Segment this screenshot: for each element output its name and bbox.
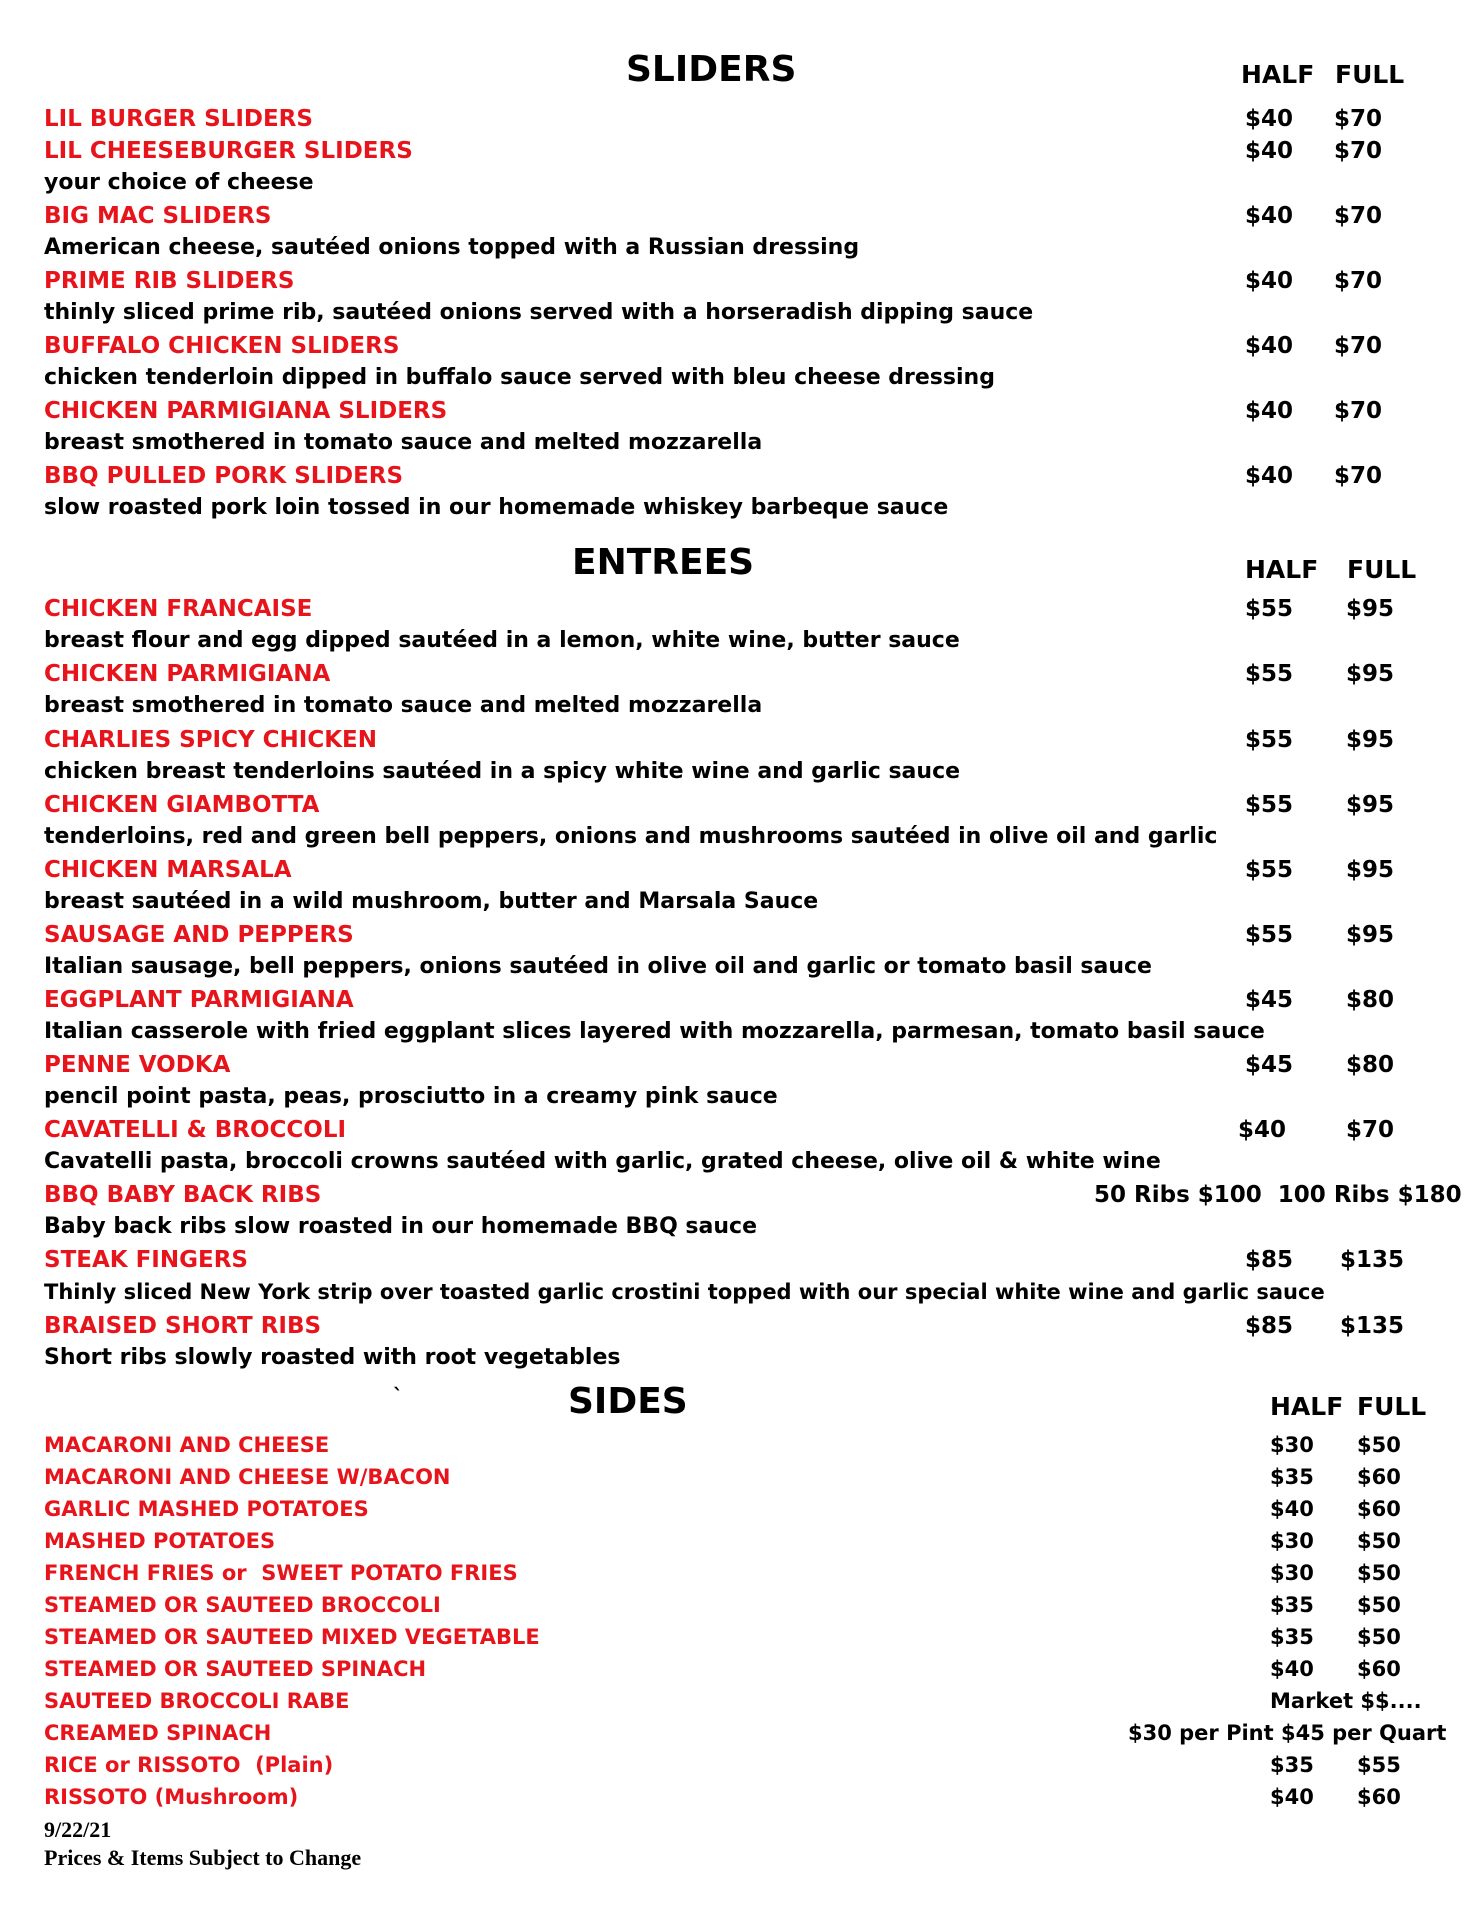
pint-quart-price-text: $30 per Pint $45 per Quart [1128,1721,1447,1745]
menu-item [44,1310,1444,1342]
sliders-title: SLIDERS [626,49,797,90]
half-price: $40 [1245,203,1294,229]
full-price: $60 [1357,1497,1401,1521]
full-price: $60 [1357,1785,1401,1809]
item-name: STEAMED OR SAUTEED SPINACH [44,1657,427,1681]
item-name: MACARONI AND CHEESE [44,1433,330,1457]
item-name: CHICKEN PARMIGIANA SLIDERS [44,398,448,424]
sides-full-header: FULL [1357,1392,1427,1421]
full-price: $50 [1357,1529,1401,1553]
full-price: $60 [1357,1657,1401,1681]
menu-item [44,1049,1444,1081]
sliders-full-header: FULL [1335,60,1405,89]
half-price: $55 [1245,922,1294,948]
item-name: LIL CHEESEBURGER SLIDERS [44,138,413,164]
item-description: Short ribs slowly roasted with root vegetables [44,1345,621,1370]
menu-item [44,984,1444,1016]
item-description: Italian sausage, bell peppers, onions sautéed in olive oil and garlic or tomato basil sauce [44,954,1152,979]
half-price: $30 [1270,1561,1314,1585]
half-price: $35 [1270,1465,1314,1489]
item-name: BBQ BABY BACK RIBS [44,1182,322,1208]
side-item [44,1590,1444,1622]
disclaimer-note: Prices & Items Subject to Change [44,1845,362,1870]
full-price: $95 [1346,792,1395,818]
item-name: SAUTEED BROCCOLI RABE [44,1689,350,1713]
half-price: $55 [1245,596,1294,622]
item-name: RICE or RISSOTO (Plain) [44,1753,334,1777]
half-price: $30 [1270,1433,1314,1457]
item-description: breast flour and egg dipped sautéed in a lemon, white wine, butter sauce [44,628,960,653]
item-name: BRAISED SHORT RIBS [44,1313,322,1339]
item-name: EGGPLANT PARMIGIANA [44,987,354,1013]
full-price: $70 [1334,463,1383,489]
menu-item [44,593,1444,625]
side-item [44,1494,1444,1526]
item-description: chicken tenderloin dipped in buffalo sauce served with bleu cheese dressing [44,365,995,390]
full-price: $95 [1346,922,1395,948]
item-description: breast smothered in tomato sauce and melted mozzarella [44,430,763,455]
half-price: $40 [1245,106,1294,132]
full-price: $70 [1334,398,1383,424]
full-price: $95 [1346,857,1395,883]
item-name: CREAMED SPINACH [44,1721,272,1745]
item-name: RISSOTO (Mushroom) [44,1785,299,1809]
item-name: PENNE VODKA [44,1052,231,1078]
item-name: CAVATELLI & BROCCOLI [44,1117,347,1143]
full-price: $70 [1334,203,1383,229]
item-description: thinly sliced prime rib, sautéed onions served with a horseradish dipping sauce [44,300,1034,325]
item-description: breast sautéed in a wild mushroom, butter and Marsala Sauce [44,889,819,914]
menu-item [44,1179,1462,1211]
entrees-half-header: HALF [1245,555,1319,584]
side-item [44,1526,1444,1558]
item-description: your choice of cheese [44,170,314,195]
item-name: STEAMED OR SAUTEED MIXED VEGETABLE [44,1625,540,1649]
item-name: LIL BURGER SLIDERS [44,106,313,132]
full-price: $135 [1340,1247,1405,1273]
full-price: $70 [1334,333,1383,359]
half-price: $30 [1270,1529,1314,1553]
full-price: $60 [1357,1465,1401,1489]
item-description: Cavatelli pasta, broccoli crowns sautéed with garlic, grated cheese, olive oil & white wine [44,1149,1161,1174]
full-price: $135 [1340,1313,1405,1339]
item-description: pencil point pasta, peas, prosciutto in a creamy pink sauce [44,1084,778,1109]
side-item [44,1462,1444,1494]
item-name: STEAMED OR SAUTEED BROCCOLI [44,1593,441,1617]
item-name: BUFFALO CHICKEN SLIDERS [44,333,400,359]
item-name: BIG MAC SLIDERS [44,203,272,229]
item-name: CHICKEN GIAMBOTTA [44,792,320,818]
item-name: PRIME RIB SLIDERS [44,268,295,294]
item-name: CHARLIES SPICY CHICKEN [44,727,378,753]
item-description: Italian casserole with fried eggplant slices layered with mozzarella, parmesan, tomato basil sauce [44,1019,1265,1044]
sides-title: SIDES [568,1381,688,1422]
full-price: $80 [1346,1052,1395,1078]
item-name: BBQ PULLED PORK SLIDERS [44,463,404,489]
half-price: $55 [1245,857,1294,883]
full-price: $55 [1357,1753,1401,1777]
half-price: $35 [1270,1593,1314,1617]
half-price: $40 [1245,138,1294,164]
half-price: $85 [1245,1247,1294,1273]
full-price: $80 [1346,987,1395,1013]
full-price: $50 [1357,1625,1401,1649]
half-price: $40 [1245,268,1294,294]
sides-half-header: HALF [1270,1392,1344,1421]
side-item [44,1686,1444,1718]
half-price: $40 [1270,1657,1314,1681]
menu-item [44,789,1444,821]
item-name: CHICKEN PARMIGIANA [44,661,331,687]
menu-item [44,460,1444,492]
half-price: $55 [1245,661,1294,687]
side-item [44,1750,1444,1782]
sliders-half-header: HALF [1241,60,1315,89]
menu-item [44,395,1444,427]
entrees-title: ENTREES [572,542,755,583]
half-price: $45 [1245,987,1294,1013]
full-price: $70 [1346,1117,1395,1143]
item-description: tenderloins, red and green bell peppers, onions and mushrooms sautéed in olive oil and garlic [44,824,1218,849]
side-item [44,1622,1444,1654]
half-price: $45 [1245,1052,1294,1078]
menu-item [44,103,1444,135]
entrees-full-header: FULL [1347,555,1417,584]
menu-item [44,724,1444,756]
full-price: $70 [1334,106,1383,132]
item-name: MASHED POTATOES [44,1529,276,1553]
item-name: CHICKEN FRANCAISE [44,596,313,622]
half-price: $35 [1270,1625,1314,1649]
item-description: American cheese, sautéed onions topped with a Russian dressing [44,235,860,260]
half-price: $40 [1245,463,1294,489]
menu-item [44,200,1444,232]
menu-item [44,919,1444,951]
item-description: Baby back ribs slow roasted in our homemade BBQ sauce [44,1214,757,1239]
market-price-text: Market $$.... [1270,1689,1422,1713]
item-name: MACARONI AND CHEESE W/BACON [44,1465,451,1489]
full-price: $95 [1346,596,1395,622]
side-item [44,1430,1444,1462]
item-name: STEAK FINGERS [44,1247,248,1273]
item-name: GARLIC MASHED POTATOES [44,1497,369,1521]
side-item [44,1558,1444,1590]
item-description: chicken breast tenderloins sautéed in a spicy white wine and garlic sauce [44,759,961,784]
item-description: Thinly sliced New York strip over toasted garlic crostini topped with our special white wine and garlic sauce [44,1280,1325,1304]
ribs-price-text: 50 Ribs $100 100 Ribs $180 [1094,1182,1462,1208]
item-description: breast smothered in tomato sauce and melted mozzarella [44,693,763,718]
stray-backtick-mark: ` [393,1384,403,1408]
item-name: FRENCH FRIES or SWEET POTATO FRIES [44,1561,518,1585]
revision-date: 9/22/21 [44,1817,112,1842]
side-item [44,1782,1444,1814]
menu-item [44,1114,1444,1146]
full-price: $70 [1334,138,1383,164]
half-price: $40 [1245,333,1294,359]
full-price: $50 [1357,1593,1401,1617]
side-item [44,1654,1444,1686]
menu-item [44,1244,1444,1276]
full-price: $95 [1346,727,1395,753]
half-price: $55 [1245,792,1294,818]
half-price: $40 [1245,398,1294,424]
full-price: $95 [1346,661,1395,687]
full-price: $50 [1357,1433,1401,1457]
menu-item [44,330,1444,362]
item-name: CHICKEN MARSALA [44,857,292,883]
menu-item [44,265,1444,297]
menu-item [44,135,1444,167]
item-name: SAUSAGE AND PEPPERS [44,922,354,948]
half-price: $85 [1245,1313,1294,1339]
half-price: $40 [1270,1785,1314,1809]
full-price: $50 [1357,1561,1401,1585]
menu-item [44,658,1444,690]
full-price: $70 [1334,268,1383,294]
menu-item [44,854,1444,886]
half-price: $40 [1238,1117,1287,1143]
half-price: $35 [1270,1753,1314,1777]
side-item [44,1718,1447,1750]
item-description: slow roasted pork loin tossed in our homemade whiskey barbeque sauce [44,495,949,520]
half-price: $55 [1245,727,1294,753]
half-price: $40 [1270,1497,1314,1521]
